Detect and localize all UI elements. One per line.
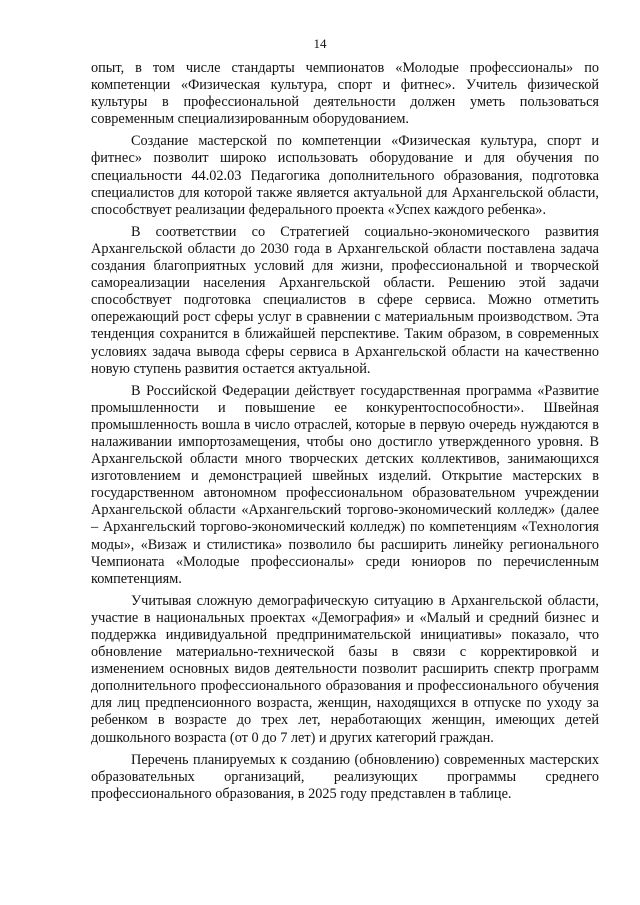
page-number: 14: [313, 36, 327, 51]
paragraph-5: Учитывая сложную демографическую ситуацию в Архангельской области, участие в национальных проектах «Демография» и «Малый и средний бизнес и поддержка индивидуальной предпринимательской инициативы» показало, что обновление материально-технической базы в связи с корректировкой и изменением основных видов деятельности позволит расширить спектр программ дополнительного профессионального образования и профессионального обучения для лиц предпенсионного возраста, женщин, находящихся в отпуске по уходу за ребенком в возрасте до трех лет, неработающих женщин, имеющих детей дошкольного возраста (от 0 до 7 лет) и других категорий граждан.: [91, 592, 599, 746]
paragraph-1: опыт, в том числе стандарты чемпионатов «Молодые профессионалы» по компетенции «Физическая культура, спорт и фитнес». Учитель физической культуры в профессиональной деятельности должен уметь пользоваться современным специализированным оборудованием.: [91, 60, 599, 128]
paragraph-4: В Российской Федерации действует государственная программа «Развитие промышленности и повышение ее конкурентоспособности». Швейная промышленность вошла в число отраслей, которые в первую очередь нуждаются в налаживании импортозамещения, чтобы оно достигло утвержденного уровня. В Архангельской области много творческих детских коллективов, занимающихся изготовлением и демонстрацией швейных изделий. Открытие мастерских в государственном автономном профессиональном образовательном учреждении Архангельской области «Архангельский торгово-экономический колледж» (далее – Архангельский торгово-экономический колледж) по компетенциям «Технология моды», «Визаж и стилистика» позволило бы расширить линейку регионального Чемпионата «Молодые профессионалы» среди юниоров по перечисленным компетенциям.: [91, 382, 599, 587]
paragraph-3: В соответствии со Стратегией социально-экономического развития Архангельской области до 2030 года в Архангельской области поставлена задача создания благоприятных условий для жизни, профессиональной и творческой самореализации населения Архангельской области. Решению этой задачи способствует подготовка специалистов в сфере сервиса. Можно отметить опережающий рост сферы услуг в сравнении с материальным производством. Эта тенденция сохранится в ближайшей перспективе. Таким образом, в современных условиях задача вывода сферы сервиса в Архангельской области на качественно новую ступень развития остается актуальной.: [91, 223, 599, 377]
paragraph-2: Создание мастерской по компетенции «Физическая культура, спорт и фитнес» позволит широко использовать оборудование и для обучения по специальности 44.02.03 Педагогика дополнительного образования, подготовка специалистов для которой также является актуальной для Архангельской области, способствует реализации федерального проекта «Успех каждого ребенка».: [91, 133, 599, 218]
paragraph-6: Перечень планируемых к созданию (обновлению) современных мастерских образовательных организаций, реализующих программы среднего профессионального образования, в 2025 году представлен в таблице.: [91, 751, 599, 802]
document-body: [91, 60, 599, 808]
